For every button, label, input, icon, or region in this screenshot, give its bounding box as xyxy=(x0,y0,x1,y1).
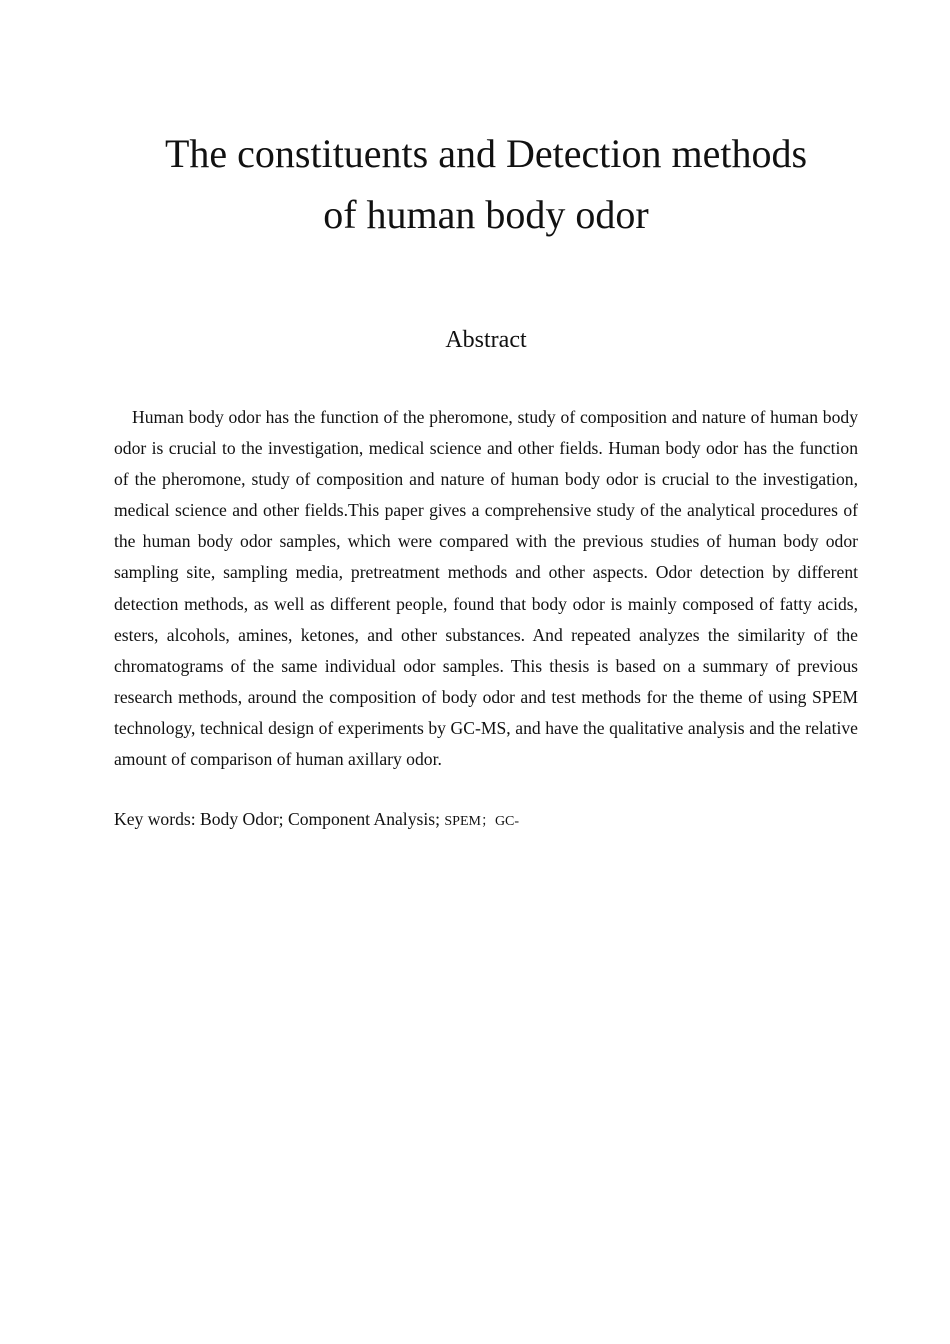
abstract-heading: Abstract xyxy=(445,327,527,353)
keywords-tail: SPEM；GC- xyxy=(444,814,520,830)
page-title xyxy=(114,0,858,245)
title-line-2: of human body odor xyxy=(323,192,649,237)
title-line-1: The constituents and Detection methods xyxy=(164,131,808,176)
abstract-text: Human body odor has the function of the pheromone, study of composition and nature of human body odor is crucial to the investigation, medical science and other fields. Human body odor has the function of the pheromone, study of composition and nature of human body odor is crucial to the investigation, medical science and other fields.This paper gives a comprehensive study of the analytical procedures of the human body odor samples, which were compared with the previous studies of human body odor sampling site, sampling media, pretreatment methods and other aspects. Odor detection by different detection methods, as well as different people, found that body odor is mainly composed of fatty acids, esters, alcohols, amines, ketones, and other substances. And repeated analyzes the similarity of the chromatograms of the same individual odor samples. This thesis is based on a summary of previous research methods, around the composition of body odor and test methods for the theme of using SPEM technology, technical design of experiments by GC-MS, and have the qualitative analysis and the relative amount of comparison of human axillary odor. xyxy=(114,407,858,770)
keywords-line xyxy=(114,804,858,837)
keywords-label: Key words: Body Odor; Component Analysis; xyxy=(114,809,445,830)
